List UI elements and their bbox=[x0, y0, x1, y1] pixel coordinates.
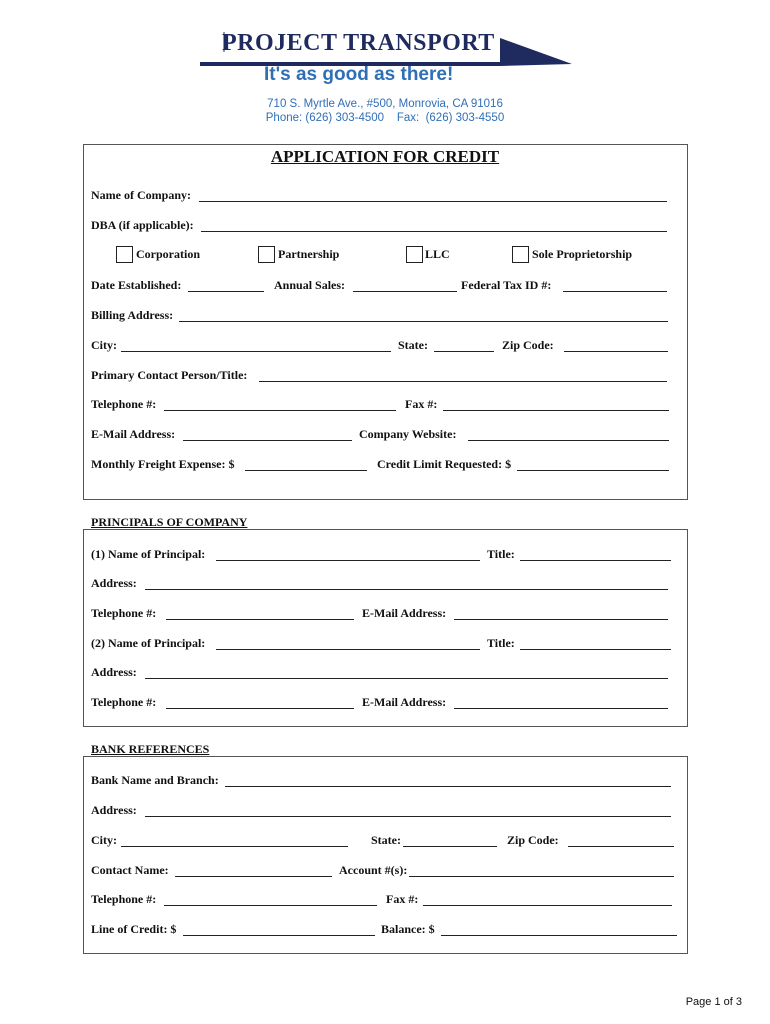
llc-label: LLC bbox=[425, 247, 450, 261]
website-label: Company Website: bbox=[359, 427, 457, 441]
bank-section-title: BANK REFERENCES bbox=[91, 742, 210, 756]
city-label: City: bbox=[91, 338, 117, 352]
credit-limit-label: Credit Limit Requested: $ bbox=[377, 457, 512, 471]
bank-zip-label: Zip Code: bbox=[507, 833, 559, 847]
tagline: It's as good as there! bbox=[264, 64, 454, 85]
website-field[interactable] bbox=[468, 440, 669, 441]
principal1-address-field[interactable] bbox=[145, 589, 668, 590]
logo-text: PROJECT TRANSPORT bbox=[222, 30, 495, 56]
principal2-name-field[interactable] bbox=[216, 649, 480, 650]
form-title: APPLICATION FOR CREDIT bbox=[270, 147, 500, 166]
principal1-title-field[interactable] bbox=[520, 560, 671, 561]
company-phone-fax: Phone: (626) 303-4500 Fax: (626) 303-4550 bbox=[265, 112, 505, 124]
billing-address-field[interactable] bbox=[179, 321, 668, 322]
bank-contact-label: Contact Name: bbox=[91, 863, 169, 877]
page-number: Page 1 of 3 bbox=[685, 996, 742, 1008]
balance-label: Balance: $ bbox=[381, 922, 435, 936]
sole-proprietorship-checkbox[interactable] bbox=[512, 246, 529, 263]
bank-account-label: Account #(s): bbox=[339, 863, 408, 877]
corporation-checkbox[interactable] bbox=[116, 246, 133, 263]
bank-contact-field[interactable] bbox=[175, 876, 332, 877]
city-field[interactable] bbox=[121, 351, 391, 352]
zip-label: Zip Code: bbox=[502, 338, 554, 352]
bank-city-label: City: bbox=[91, 833, 117, 847]
annual-sales-label: Annual Sales: bbox=[274, 278, 346, 292]
principal1-address-label: Address: bbox=[91, 576, 137, 590]
telephone-label: Telephone #: bbox=[91, 397, 157, 411]
zip-field[interactable] bbox=[564, 351, 668, 352]
llc-checkbox[interactable] bbox=[406, 246, 423, 263]
principal2-email-field[interactable] bbox=[454, 708, 668, 709]
principal2-tel-label: Telephone #: bbox=[91, 695, 157, 709]
credit-limit-field[interactable] bbox=[517, 470, 669, 471]
state-field[interactable] bbox=[434, 351, 494, 352]
freight-expense-field[interactable] bbox=[245, 470, 367, 471]
federal-tax-id-label: Federal Tax ID #: bbox=[461, 278, 552, 292]
bank-name-field[interactable] bbox=[225, 786, 671, 787]
state-label: State: bbox=[398, 338, 428, 352]
bank-name-label: Bank Name and Branch: bbox=[91, 773, 219, 787]
principals-section-title: PRINCIPALS OF COMPANY bbox=[91, 515, 248, 529]
corporation-label: Corporation bbox=[136, 247, 200, 261]
principal1-email-field[interactable] bbox=[454, 619, 668, 620]
principal1-name-label: (1) Name of Principal: bbox=[91, 547, 206, 561]
principal2-title-label: Title: bbox=[487, 636, 515, 650]
principal1-name-field[interactable] bbox=[216, 560, 480, 561]
bank-fax-field[interactable] bbox=[423, 905, 672, 906]
email-label: E-Mail Address: bbox=[91, 427, 176, 441]
principal2-address-label: Address: bbox=[91, 665, 137, 679]
partnership-checkbox[interactable] bbox=[258, 246, 275, 263]
bank-tel-label: Telephone #: bbox=[91, 892, 157, 906]
dba-label: DBA (if applicable): bbox=[91, 218, 194, 232]
bank-state-field[interactable] bbox=[403, 846, 497, 847]
company-name-label: Name of Company: bbox=[91, 188, 191, 202]
balance-field[interactable] bbox=[441, 935, 677, 936]
bank-state-label: State: bbox=[371, 833, 401, 847]
principal2-tel-field[interactable] bbox=[166, 708, 354, 709]
sole-proprietorship-label: Sole Proprietorship bbox=[532, 247, 633, 261]
bank-address-label: Address: bbox=[91, 803, 137, 817]
date-established-label: Date Established: bbox=[91, 278, 182, 292]
freight-expense-label: Monthly Freight Expense: $ bbox=[91, 457, 235, 471]
principal1-title-label: Title: bbox=[487, 547, 515, 561]
primary-contact-label: Primary Contact Person/Title: bbox=[91, 368, 248, 382]
annual-sales-field[interactable] bbox=[353, 291, 457, 292]
principal1-email-label: E-Mail Address: bbox=[362, 606, 447, 620]
line-of-credit-label: Line of Credit: $ bbox=[91, 922, 177, 936]
principal2-address-field[interactable] bbox=[145, 678, 668, 679]
date-established-field[interactable] bbox=[188, 291, 264, 292]
bank-fax-label: Fax #: bbox=[386, 892, 419, 906]
principal1-tel-field[interactable] bbox=[166, 619, 354, 620]
company-address: 710 S. Myrtle Ave., #500, Monrovia, CA 91016 bbox=[267, 98, 503, 110]
email-field[interactable] bbox=[183, 440, 352, 441]
principal2-name-label: (2) Name of Principal: bbox=[91, 636, 206, 650]
dba-field[interactable] bbox=[201, 231, 667, 232]
bank-city-field[interactable] bbox=[121, 846, 348, 847]
bank-tel-field[interactable] bbox=[164, 905, 377, 906]
company-name-field[interactable] bbox=[199, 201, 667, 202]
federal-tax-id-field[interactable] bbox=[563, 291, 667, 292]
principal2-title-field[interactable] bbox=[520, 649, 671, 650]
principal2-email-label: E-Mail Address: bbox=[362, 695, 447, 709]
fax-field[interactable] bbox=[443, 410, 669, 411]
billing-address-label: Billing Address: bbox=[91, 308, 174, 322]
principal1-tel-label: Telephone #: bbox=[91, 606, 157, 620]
telephone-field[interactable] bbox=[164, 410, 396, 411]
fax-label: Fax #: bbox=[405, 397, 438, 411]
bank-account-field[interactable] bbox=[409, 876, 674, 877]
bank-address-field[interactable] bbox=[145, 816, 671, 817]
bank-zip-field[interactable] bbox=[568, 846, 674, 847]
line-of-credit-field[interactable] bbox=[183, 935, 375, 936]
partnership-label: Partnership bbox=[278, 247, 340, 261]
primary-contact-field[interactable] bbox=[259, 381, 667, 382]
